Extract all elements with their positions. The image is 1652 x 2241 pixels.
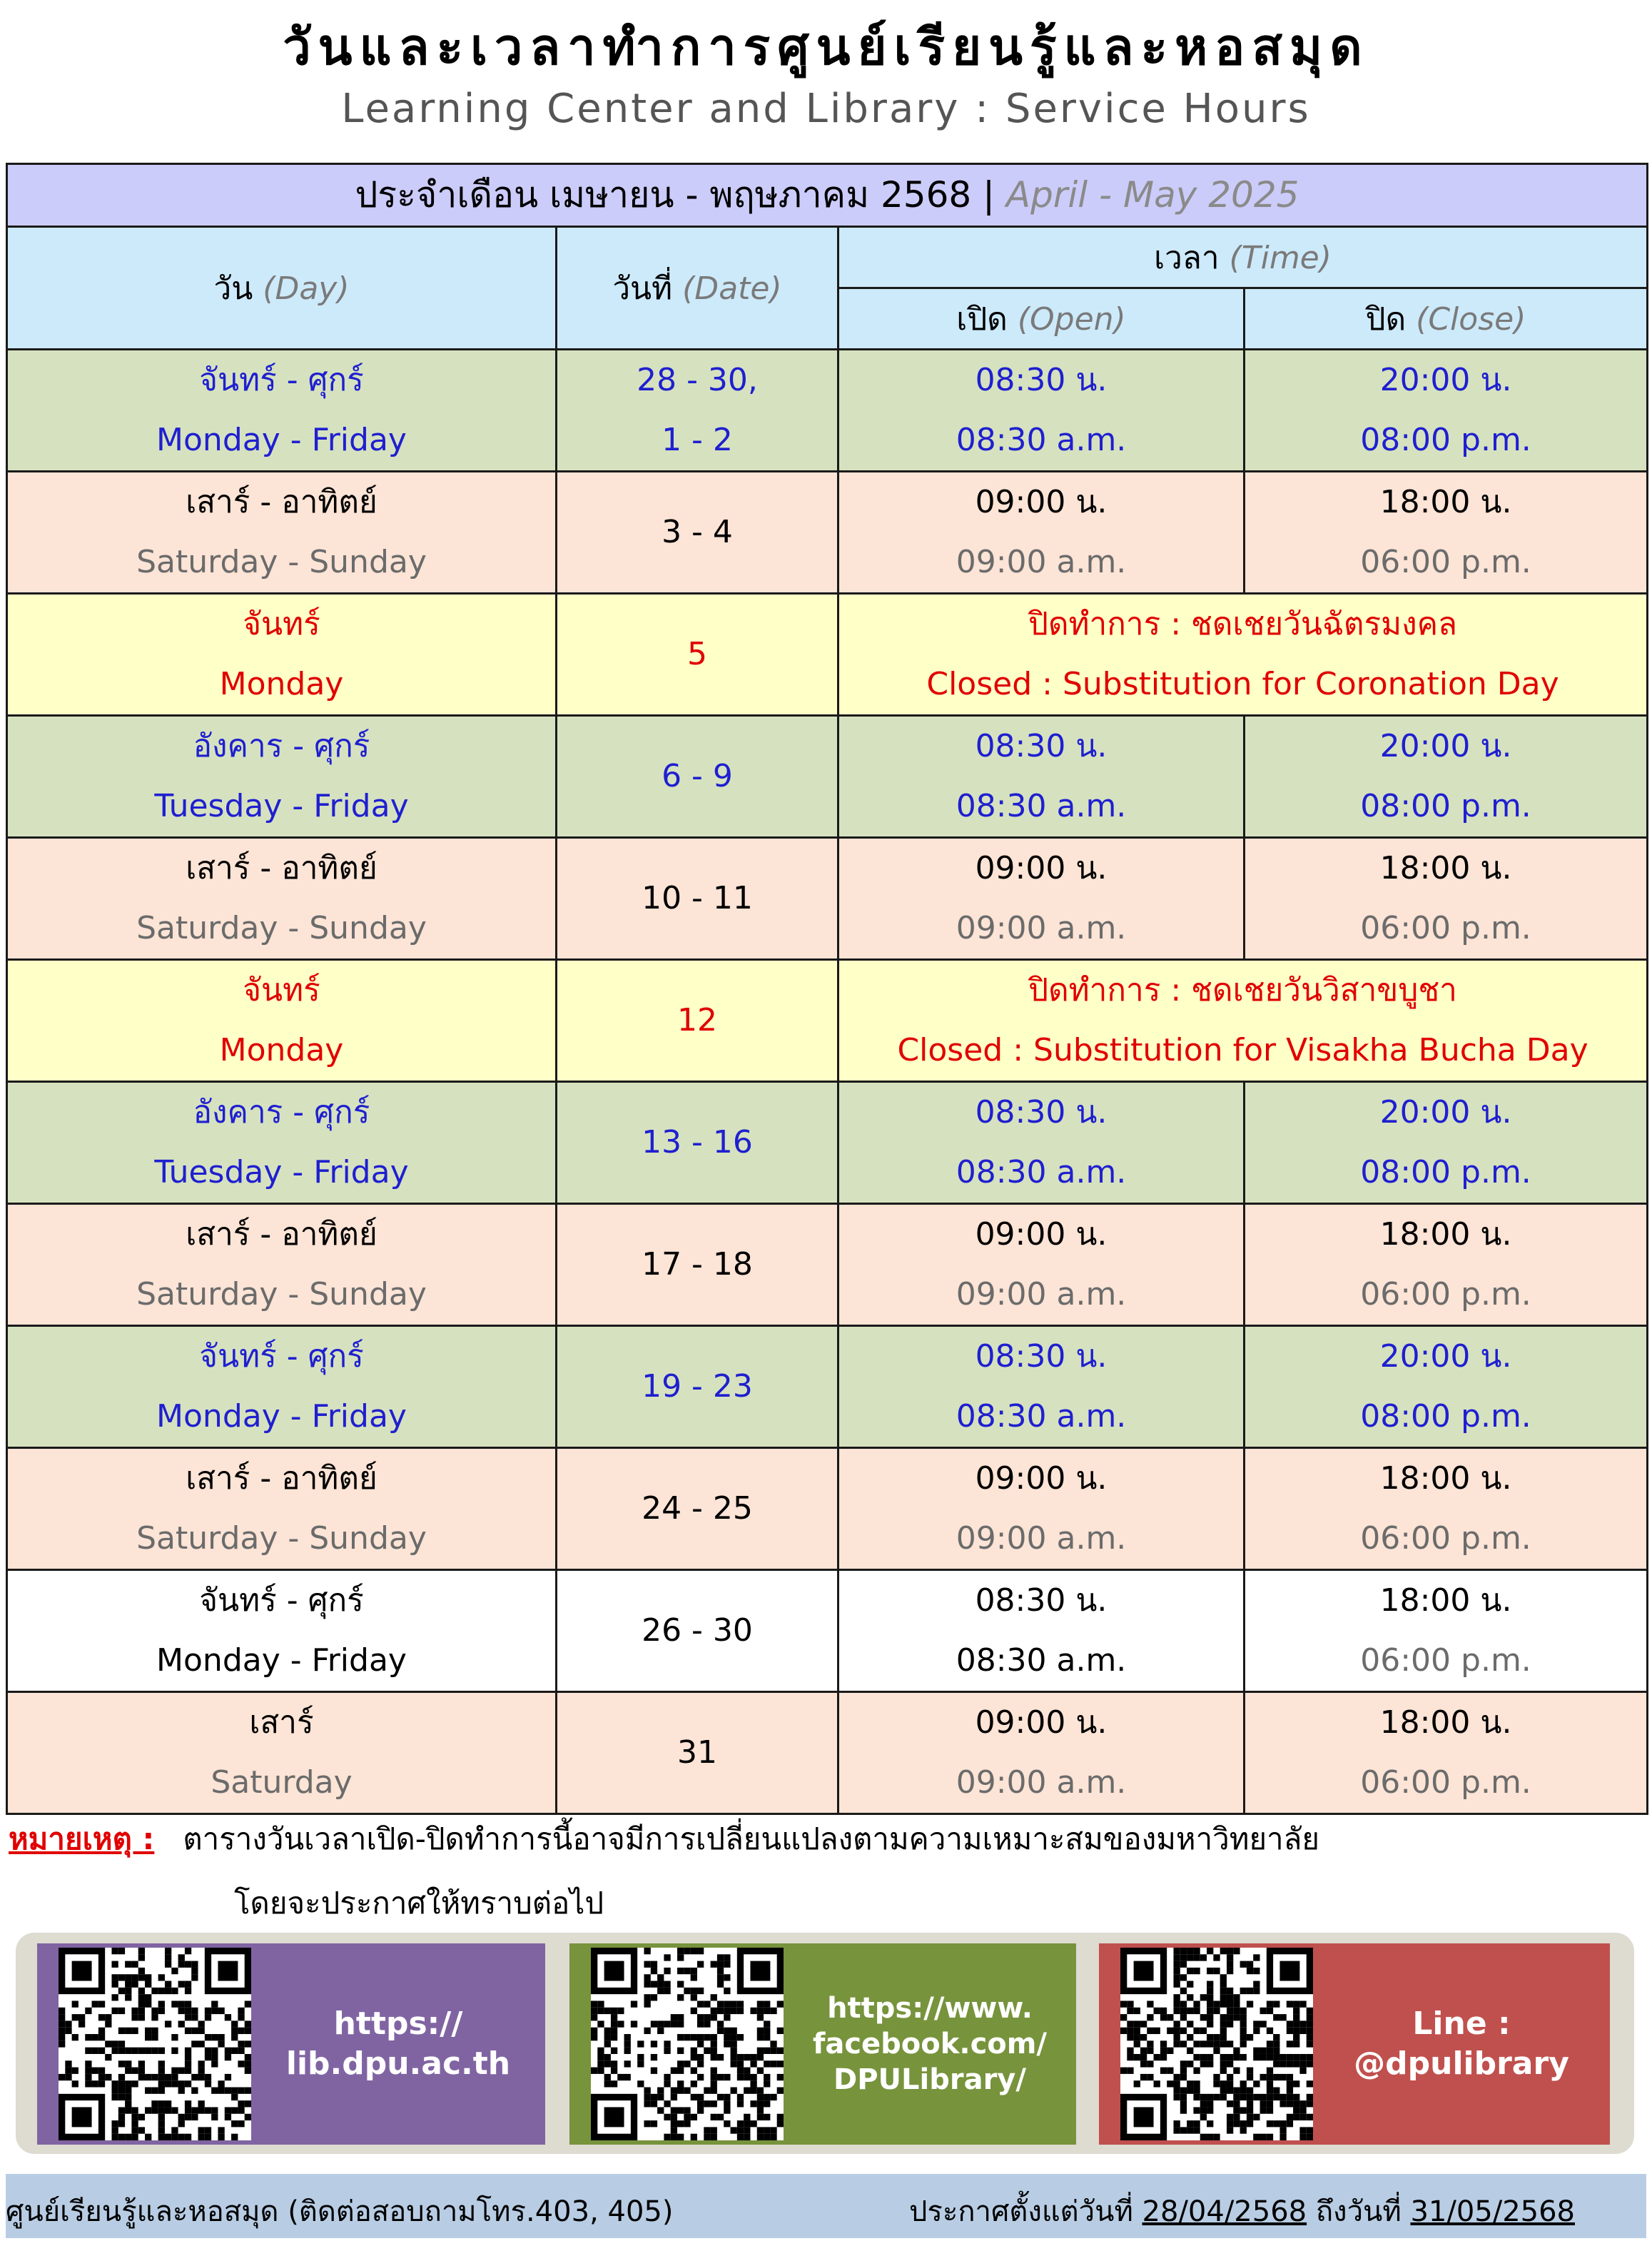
- closed-cell: ปิดทำการ : ชดเชยวันวิสาขบูชา Closed : Substitution for Visakha Bucha Day: [838, 960, 1648, 1082]
- qr-code-icon: [1120, 1948, 1313, 2140]
- open-cell: 08:30 น. 08:30 a.m.: [838, 1326, 1245, 1448]
- day-cell: จันทร์ - ศุกร์ Monday - Friday: [7, 350, 557, 472]
- col-time-header: [838, 227, 1648, 288]
- day-cell: เสาร์ - อาทิตย์ Saturday - Sunday: [7, 472, 557, 594]
- col-date-header: [557, 227, 838, 350]
- col-time-th: เวลา: [1154, 239, 1220, 276]
- date-cell: 24 - 25: [557, 1448, 838, 1570]
- col-day-header: [7, 227, 557, 350]
- date-cell: 31: [557, 1692, 838, 1814]
- open-cell: 08:30 น. 08:30 a.m.: [838, 350, 1245, 472]
- open-cell: 09:00 น. 09:00 a.m.: [838, 1448, 1245, 1570]
- close-cell: 18:00 น. 06:00 p.m.: [1245, 472, 1648, 594]
- facebook-card[interactable]: [569, 1943, 1076, 2145]
- open-cell: 08:30 น. 08:30 a.m.: [838, 1570, 1245, 1692]
- table-row: [7, 1326, 1648, 1448]
- date-cell: 10 - 11: [557, 838, 838, 960]
- date-cell: 12: [557, 960, 838, 1082]
- column-header-row: [7, 227, 1648, 288]
- line-link[interactable]: Line : @dpulibrary: [1354, 2005, 1569, 2082]
- open-cell: 09:00 น. 09:00 a.m.: [838, 838, 1245, 960]
- month-en: April - May 2025: [1005, 174, 1299, 216]
- facebook-link[interactable]: https://www. facebook.com/ DPULibrary/: [812, 1992, 1048, 2096]
- col-close-th: ปิด: [1365, 300, 1407, 338]
- col-close-en: (Close): [1416, 300, 1526, 338]
- line-card[interactable]: [1099, 1943, 1610, 2145]
- day-cell: อังคาร - ศุกร์ Tuesday - Friday: [7, 716, 557, 838]
- service-hours-table: [6, 163, 1648, 1815]
- close-cell: 18:00 น. 06:00 p.m.: [1245, 1204, 1648, 1326]
- date-cell: 5: [557, 594, 838, 716]
- col-open-header: [838, 288, 1245, 350]
- open-cell: 08:30 น. 08:30 a.m.: [838, 716, 1245, 838]
- date-cell: 3 - 4: [557, 472, 838, 594]
- page-title: วันและเวลาทำการศูนย์เรียนรู้และหอสมุด: [283, 18, 1369, 76]
- day-cell: จันทร์ - ศุกร์ Monday - Friday: [7, 1570, 557, 1692]
- table-row: [7, 350, 1648, 472]
- footer-announce: ประกาศตั้งแต่วันที่ 28/04/2568 ถึงวันที่ 31/05/2568: [908, 2195, 1575, 2228]
- qr-code-icon: [591, 1948, 784, 2140]
- day-cell: เสาร์ Saturday: [7, 1692, 557, 1814]
- date-cell: 17 - 18: [557, 1204, 838, 1326]
- open-cell: 08:30 น. 08:30 a.m.: [838, 1082, 1245, 1204]
- month-th: ประจำเดือน เมษายน - พฤษภาคม 2568 |: [355, 174, 995, 216]
- col-open-en: (Open): [1017, 300, 1126, 338]
- footer-contact: ศูนย์เรียนรู้และหอสมุด (ติดต่อสอบถามโทร.403, 405): [6, 2195, 674, 2228]
- qr-code-icon: [59, 1948, 251, 2140]
- day-cell: เสาร์ - อาทิตย์ Saturday - Sunday: [7, 1204, 557, 1326]
- close-cell: 18:00 น. 06:00 p.m.: [1245, 1692, 1648, 1814]
- date-to: 31/05/2568: [1410, 2195, 1575, 2228]
- close-cell: 20:00 น. 08:00 p.m.: [1245, 350, 1648, 472]
- remark: [9, 1807, 1319, 1871]
- table-row: [7, 594, 1648, 716]
- col-day-th: วัน: [213, 270, 253, 307]
- remark-line-1: ตารางวันเวลาเปิด-ปิดทำการนี้อาจมีการเปลี่ยนแปลงตามความเหมาะสมของมหาวิทยาลัย: [183, 1821, 1319, 1856]
- col-date-en: (Date): [682, 270, 782, 307]
- website-link[interactable]: https:// lib.dpu.ac.th: [285, 2005, 511, 2082]
- date-cell: 26 - 30: [557, 1570, 838, 1692]
- date-cell: 6 - 9: [557, 716, 838, 838]
- col-day-en: (Day): [263, 270, 350, 307]
- month-header-row: [7, 164, 1648, 227]
- date-cell: 13 - 16: [557, 1082, 838, 1204]
- close-cell: 20:00 น. 08:00 p.m.: [1245, 1326, 1648, 1448]
- day-cell: จันทร์ Monday: [7, 594, 557, 716]
- table-row: [7, 1204, 1648, 1326]
- remark-line-2: โดยจะประกาศให้ทราบต่อไป: [234, 1886, 604, 1921]
- day-cell: อังคาร - ศุกร์ Tuesday - Friday: [7, 1082, 557, 1204]
- remark-label: หมายเหตุ :: [9, 1821, 155, 1856]
- website-card[interactable]: [37, 1943, 545, 2145]
- open-cell: 09:00 น. 09:00 a.m.: [838, 1692, 1245, 1814]
- table-row: [7, 1570, 1648, 1692]
- day-cell: เสาร์ - อาทิตย์ Saturday - Sunday: [7, 838, 557, 960]
- close-cell: 18:00 น. 06:00 p.m.: [1245, 1448, 1648, 1570]
- date-cell: 19 - 23: [557, 1326, 838, 1448]
- date-cell: 28 - 30, 1 - 2: [557, 350, 838, 472]
- table-row: [7, 1692, 1648, 1814]
- table-row: [7, 472, 1648, 594]
- page-subtitle: Learning Center and Library : Service Hours: [341, 86, 1311, 132]
- close-cell: 20:00 น. 08:00 p.m.: [1245, 1082, 1648, 1204]
- table-row: [7, 960, 1648, 1082]
- day-cell: จันทร์ Monday: [7, 960, 557, 1082]
- table-row: [7, 1448, 1648, 1570]
- close-cell: 18:00 น. 06:00 p.m.: [1245, 1570, 1648, 1692]
- col-close-header: [1245, 288, 1648, 350]
- open-cell: 09:00 น. 09:00 a.m.: [838, 472, 1245, 594]
- day-cell: เสาร์ - อาทิตย์ Saturday - Sunday: [7, 1448, 557, 1570]
- col-open-th: เปิด: [956, 300, 1008, 338]
- footer-bar: [6, 2174, 1646, 2238]
- open-cell: 09:00 น. 09:00 a.m.: [838, 1204, 1245, 1326]
- col-date-th: วันที่: [612, 270, 673, 307]
- col-time-en: (Time): [1229, 239, 1332, 276]
- closed-cell: ปิดทำการ : ชดเชยวันฉัตรมงคล Closed : Substitution for Coronation Day: [838, 594, 1648, 716]
- close-cell: 20:00 น. 08:00 p.m.: [1245, 716, 1648, 838]
- table-row: [7, 716, 1648, 838]
- table-row: [7, 1082, 1648, 1204]
- close-cell: 18:00 น. 06:00 p.m.: [1245, 838, 1648, 960]
- table-row: [7, 838, 1648, 960]
- month-header: [7, 164, 1648, 227]
- day-cell: จันทร์ - ศุกร์ Monday - Friday: [7, 1326, 557, 1448]
- date-from: 28/04/2568: [1142, 2195, 1307, 2228]
